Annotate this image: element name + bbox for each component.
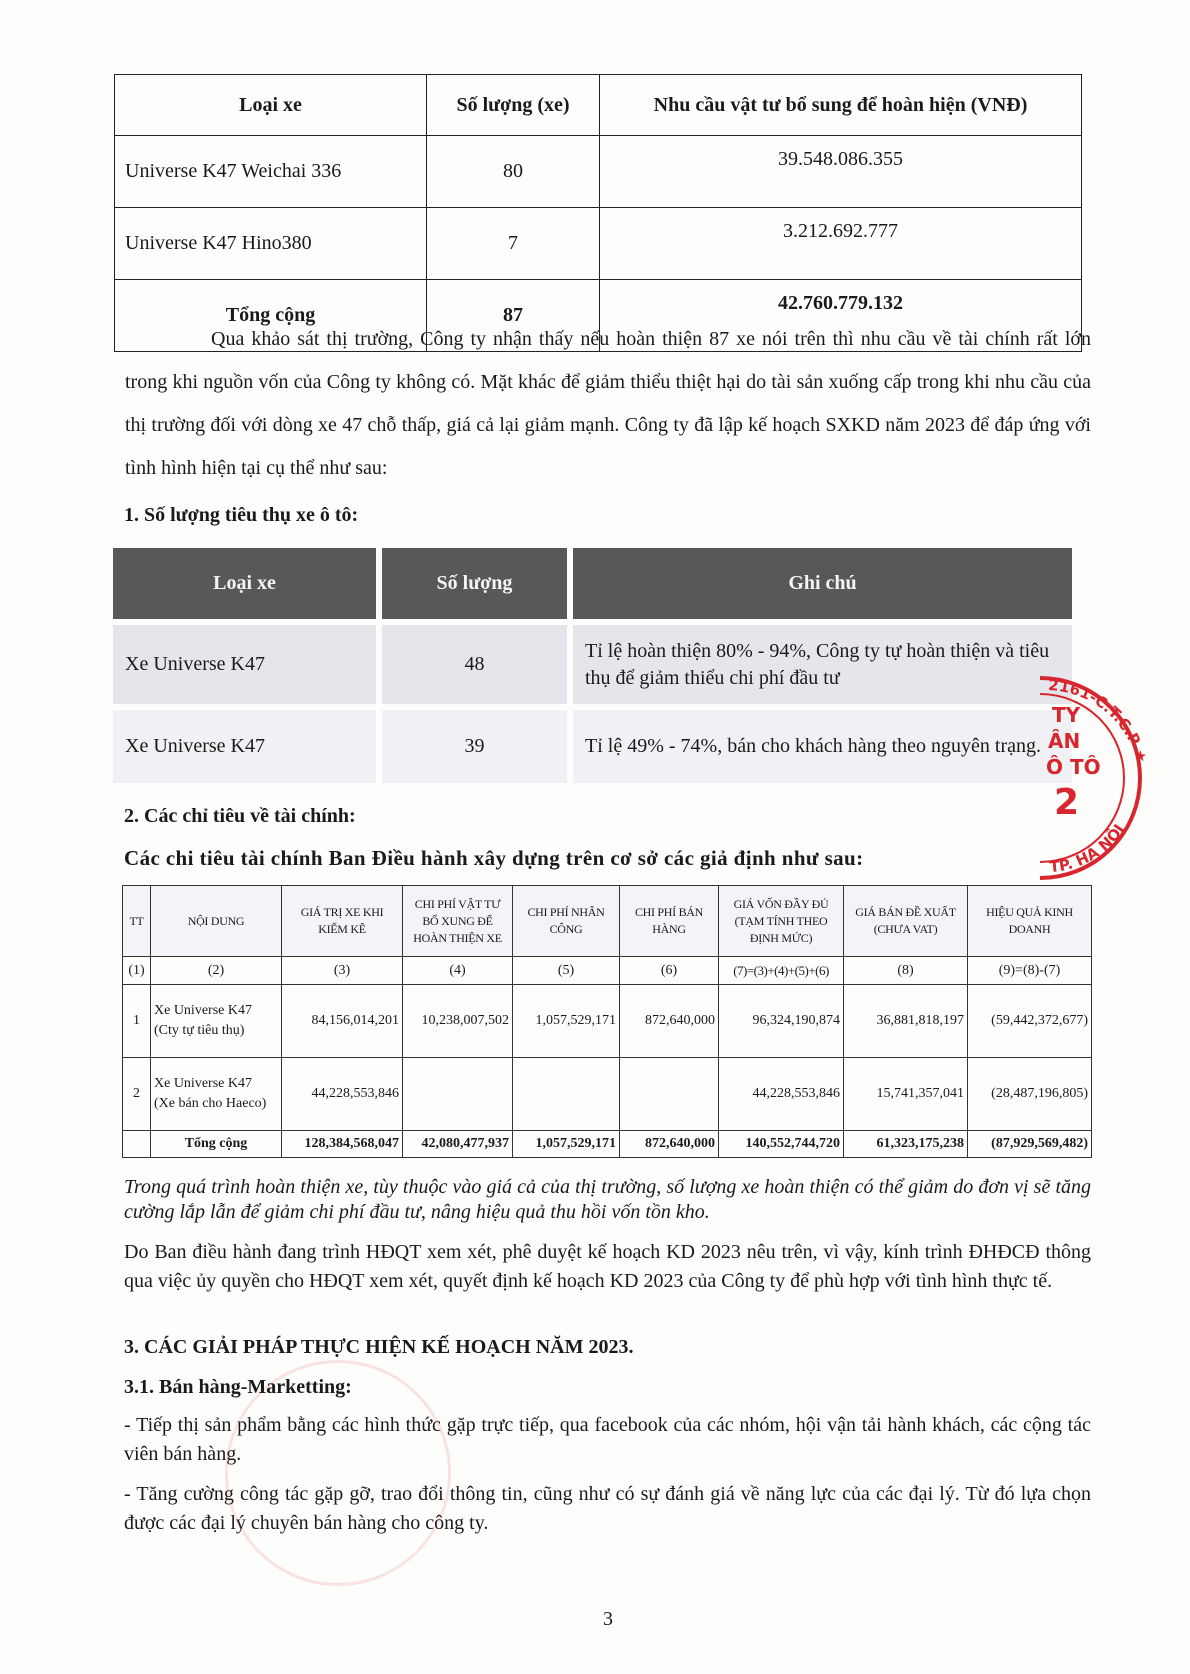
- row-name: Xe Universe K47: [154, 1076, 252, 1091]
- bullet-item: - Tiếp thị sản phẩm bằng các hình thức gặp trực tiếp, qua facebook của các nhóm, hội vận tải hành khách, các cộng tác viên bán hàng.: [124, 1414, 1091, 1465]
- header-cell: Số lượng: [379, 545, 570, 622]
- index-cell: (3): [282, 957, 403, 985]
- stamp-line: TY: [1052, 703, 1081, 727]
- business-result: (59,442,372,677): [968, 985, 1092, 1058]
- inventory-value: 44,228,553,846: [282, 1058, 403, 1131]
- italic-note: Trong quá trình hoàn thiện xe, tùy thuộc vào giá cả của thị trường, số lượng xe hoàn thiện có thể giảm do đơn vị sẽ tăng cường lắp lẫn để giảm chi phí đầu tư, nâng hiệu quả thu hồi vốn tồn kho.: [124, 1176, 1091, 1223]
- vehicle-type: Xe Universe K47: [110, 707, 379, 786]
- labor-cost: 1,057,529,171: [513, 985, 620, 1058]
- business-result: (28,487,196,805): [968, 1058, 1092, 1131]
- vehicle-type: Universe K47 Hino380: [115, 208, 427, 280]
- total-business-result: (87,929,569,482): [968, 1131, 1092, 1158]
- vehicle-materials-table: [114, 74, 1082, 352]
- proposed-price: 36,881,818,197: [844, 985, 968, 1058]
- section-heading-3-1: 3.1. Bán hàng-Marketting:: [124, 1376, 352, 1398]
- header-cell: TT: [123, 886, 151, 957]
- vehicle-qty: 7: [427, 208, 600, 280]
- material-need: 39.548.086.355: [600, 136, 1082, 208]
- total-label: Tổng cộng: [151, 1131, 282, 1158]
- header-cell: CHI PHÍ BÁN HÀNG: [620, 886, 719, 957]
- table-header-row: [115, 75, 1082, 136]
- faint-stamp-watermark: [225, 1360, 451, 1586]
- total-label: Tổng cộng: [115, 280, 427, 352]
- header-cell: NỘI DUNG: [151, 886, 282, 957]
- company-stamp: [990, 660, 1190, 885]
- vehicle-qty: 39: [379, 707, 570, 786]
- header-cell: CHI PHÍ VẬT TƯ BỔ XUNG ĐỂ HOÀN THIỆN XE: [403, 886, 513, 957]
- table-row: [115, 136, 1082, 208]
- empty-cell: [123, 1131, 151, 1158]
- sales-volume-table: [110, 545, 1075, 786]
- total-proposed-price: 61,323,175,238: [844, 1131, 968, 1158]
- table-header-row: [123, 886, 1092, 957]
- market-survey-paragraph: Qua khảo sát thị trường, Công ty nhận thấy nếu hoàn thiện 87 xe nói trên thì nhu cầu về tài chính rất lớn trong khi nguồn vốn của Công ty không có. Mặt khác để giảm thiểu thiệt hại do tài sản xuống cấp trong khi nhu cầu của thị trường đối với dòng xe 47 chỗ thấp, giá cả lại giảm mạnh. Công ty đã lập kế hoạch SXKD năm 2023 để đáp ứng với tình hình hiện tại cụ thể như sau:: [125, 328, 1091, 479]
- financial-indicators-table: [122, 885, 1092, 1158]
- header-cell: GIÁ VỐN ĐẦY ĐỦ (TẠM TÍNH THEO ĐỊNH MỨC): [719, 886, 844, 957]
- column-index-row: [123, 957, 1092, 985]
- table-row: [123, 985, 1092, 1058]
- header-cell: Nhu cầu vật tư bổ sung để hoàn hiện (VNĐ): [600, 75, 1082, 136]
- table-row: [123, 1058, 1092, 1131]
- financial-assumptions-heading: Các chi tiêu tài chính Ban Điều hành xây dựng trên cơ sở các giả định như sau:: [124, 846, 864, 870]
- total-need: 42.760.779.132: [600, 280, 1082, 352]
- row-subname: (Cty tự tiêu thụ): [154, 1023, 245, 1038]
- selling-cost: [620, 1058, 719, 1131]
- vehicle-qty: 48: [379, 622, 570, 707]
- total-full-cost: 140,552,744,720: [719, 1131, 844, 1158]
- labor-cost: [513, 1058, 620, 1131]
- header-cell: HIỆU QUẢ KINH DOANH: [968, 886, 1092, 957]
- section-heading-1: 1. Số lượng tiêu thụ xe ô tô:: [124, 504, 359, 526]
- index-cell: (4): [403, 957, 513, 985]
- vehicle-type: Xe Universe K47: [110, 622, 379, 707]
- section-heading-3: 3. CÁC GIẢI PHÁP THỰC HIỆN KẾ HOẠCH NĂM 2023.: [124, 1336, 634, 1358]
- index-cell: (1): [123, 957, 151, 985]
- section-heading-2: 2. Các chỉ tiêu về tài chính:: [124, 805, 356, 827]
- total-labor-cost: 1,057,529,171: [513, 1131, 620, 1158]
- index-cell: (7)=(3)+(4)+(5)+(6): [719, 957, 844, 985]
- selling-cost: 872,640,000: [620, 985, 719, 1058]
- row-name: Xe Universe K47: [154, 1003, 252, 1018]
- row-content: [151, 1058, 282, 1131]
- header-cell: Loại xe: [110, 545, 379, 622]
- header-cell: GIÁ TRỊ XE KHI KIỂM KÊ: [282, 886, 403, 957]
- total-material-cost: 42,080,477,937: [403, 1131, 513, 1158]
- proposed-price: 15,741,357,041: [844, 1058, 968, 1131]
- row-number: 2: [123, 1058, 151, 1131]
- table-row: [115, 208, 1082, 280]
- approval-paragraph: Do Ban điều hành đang trình HĐQT xem xét, phê duyệt kế hoạch KD 2023 nêu trên, vì vậy, kính trình ĐHĐCĐ thông qua việc ủy quyền cho HĐQT xem xét, quyết định kế hoạch KD 2023 của Công ty để phù hợp với tình hình thực tế.: [124, 1241, 1091, 1292]
- index-cell: (2): [151, 957, 282, 985]
- material-cost: [403, 1058, 513, 1131]
- index-cell: (9)=(8)-(7): [968, 957, 1092, 985]
- full-cost: 96,324,190,874: [719, 985, 844, 1058]
- page-number: 3: [603, 1608, 613, 1630]
- total-qty: 87: [427, 280, 600, 352]
- total-selling-cost: 872,640,000: [620, 1131, 719, 1158]
- material-cost: 10,238,007,502: [403, 985, 513, 1058]
- table-total-row: [123, 1131, 1092, 1158]
- stamp-ring-top: 2161-C.T.C.P ★: [1047, 675, 1151, 766]
- vehicle-note: Tỉ lệ hoàn thiện 80% - 94%, Công ty tự hoàn thiện và tiêu thụ để giảm thiểu chi phí đầu tư: [570, 622, 1075, 707]
- bullet-item: - Tăng cường công tác gặp gỡ, trao đổi thông tin, cũng như có sự đánh giá về năng lực của các đại lý. Từ đó lựa chọn được các đại lý chuyên bán hàng cho công ty.: [124, 1483, 1091, 1534]
- stamp-line: Ô TÔ: [1046, 755, 1101, 779]
- table-header-row: [110, 545, 1075, 622]
- stamp-ring-bottom: TP. HÀ NỘI: [1048, 821, 1129, 877]
- row-number: 1: [123, 985, 151, 1058]
- header-cell: CHI PHÍ NHÂN CÔNG: [513, 886, 620, 957]
- header-cell: Loại xe: [115, 75, 427, 136]
- header-cell: Ghi chú: [570, 545, 1075, 622]
- index-cell: (8): [844, 957, 968, 985]
- vehicle-type: Universe K47 Weichai 336: [115, 136, 427, 208]
- header-cell: GIÁ BÁN ĐỀ XUẤT (CHƯA VAT): [844, 886, 968, 957]
- index-cell: (5): [513, 957, 620, 985]
- material-need: 3.212.692.777: [600, 208, 1082, 280]
- header-cell: Số lượng (xe): [427, 75, 600, 136]
- row-subname: (Xe bán cho Haeco): [154, 1096, 267, 1111]
- inventory-value: 84,156,014,201: [282, 985, 403, 1058]
- total-inventory-value: 128,384,568,047: [282, 1131, 403, 1158]
- table-row: [110, 707, 1075, 786]
- stamp-line: 2: [1054, 782, 1080, 823]
- stamp-line: ÂN: [1048, 729, 1081, 753]
- table-row: [110, 622, 1075, 707]
- full-cost: 44,228,553,846: [719, 1058, 844, 1131]
- vehicle-note: Tỉ lệ 49% - 74%, bán cho khách hàng theo nguyên trạng.: [570, 707, 1075, 786]
- row-content: [151, 985, 282, 1058]
- index-cell: (6): [620, 957, 719, 985]
- vehicle-qty: 80: [427, 136, 600, 208]
